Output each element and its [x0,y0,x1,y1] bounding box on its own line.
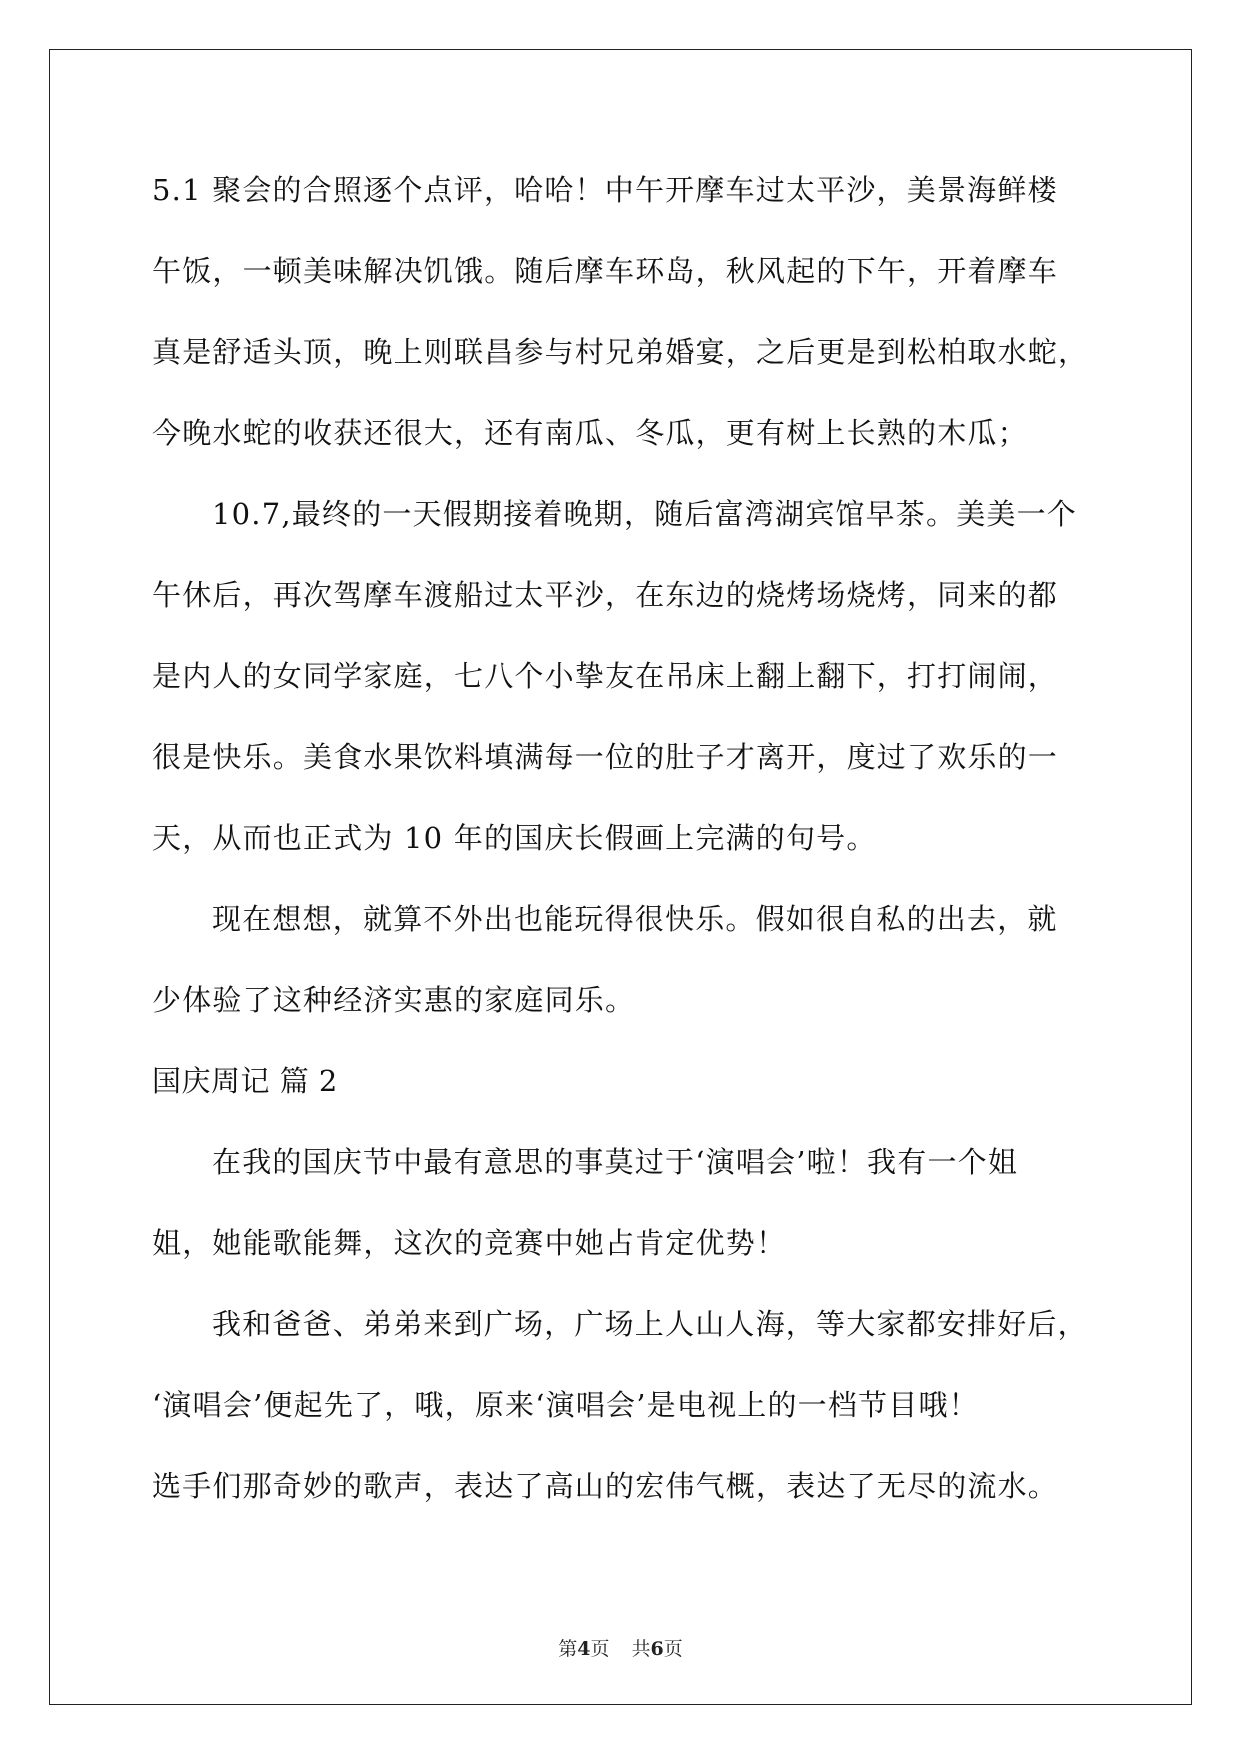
footer-total-prefix: 共 [631,1638,651,1660]
text-line: 很是快乐。美食水果饮料填满每一位的肚子才离开，度过了欢乐的一 [152,740,1059,774]
page-footer [0,1634,1241,1661]
text-line: 今晚水蛇的收获还很大，还有南瓜、冬瓜，更有树上长熟的木瓜； [152,416,1028,450]
text-line: 真是舒适头顶，晚上则联昌参与村兄弟婚宴，之后更是到松柏取水蛇， [152,335,1089,369]
footer-prefix: 第 [558,1638,578,1660]
footer-total-suffix: 页 [663,1638,683,1660]
paragraph-start-line: 10.7,最终的一天假期接着晚期，随后富湾湖宾馆早茶。美美一个 [212,497,1077,531]
total-page-number: 6 [650,1638,664,1660]
text-line: 午饭，一顿美味解决饥饿。随后摩车环岛，秋风起的下午，开着摩车 [152,254,1059,288]
text-line: 选手们那奇妙的歌声，表达了高山的宏伟气概，表达了无尽的流水。 [152,1469,1059,1503]
paragraph-start-line: 在我的国庆节中最有意思的事莫过于‘演唱会’啦！我有一个姐 [212,1145,1019,1179]
text-line: 是内人的女同学家庭，七八个小挚友在吊床上翻上翻下，打打闹闹， [152,659,1059,693]
text-line: 姐，她能歌能舞，这次的竞赛中她占肯定优势！ [152,1226,787,1260]
text-line: 天，从而也正式为 10 年的国庆长假画上完满的句号。 [152,821,877,855]
paragraph-start-line: 我和爸爸、弟弟来到广场，广场上人山人海，等大家都安排好后， [212,1307,1088,1341]
text-line: 5.1 聚会的合照逐个点评，哈哈！中午开摩车过太平沙，美景海鲜楼 [152,173,1058,207]
footer-page-word: 页 [590,1638,610,1660]
paragraph-start-line: 现在想想，就算不外出也能玩得很快乐。假如很自私的出去，就 [212,902,1058,936]
current-page-number: 4 [577,1638,591,1660]
text-line: 少体验了这种经济实惠的家庭同乐。 [152,983,636,1017]
section-heading: 国庆周记 篇 2 [152,1064,338,1098]
text-line: ‘演唱会’便起先了，哦，原来‘演唱会’是电视上的一档节目哦！ [152,1388,979,1422]
text-line: 午休后，再次驾摩车渡船过太平沙，在东边的烧烤场烧烤，同来的都 [152,578,1059,612]
document-body [152,160,1092,1537]
